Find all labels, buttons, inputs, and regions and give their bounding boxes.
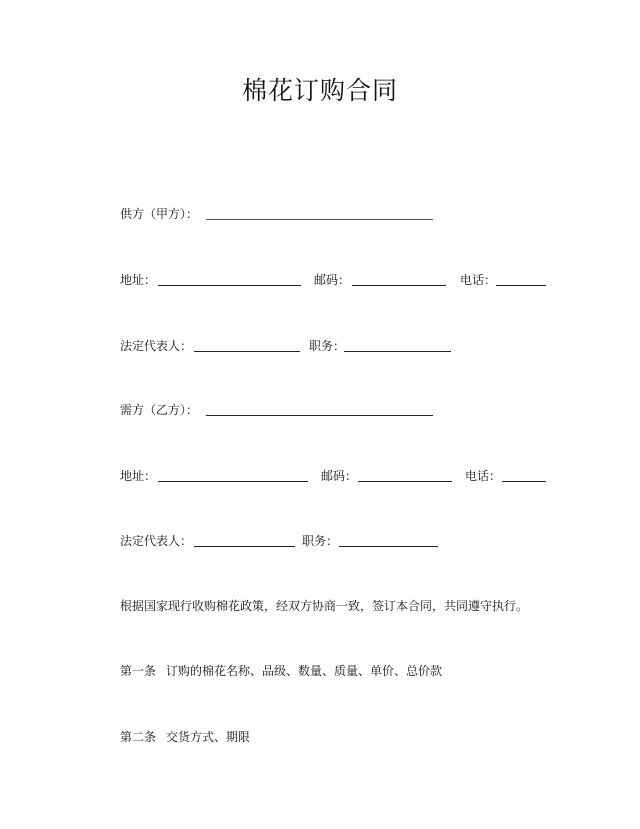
supplier-phone-blank[interactable] bbox=[496, 285, 546, 286]
buyer-position-label: 职务： bbox=[302, 534, 339, 548]
article-2 bbox=[120, 728, 250, 746]
supplier-party-blank[interactable] bbox=[206, 219, 433, 220]
document-title: 棉花订购合同 bbox=[241, 76, 398, 105]
article-1 bbox=[120, 662, 442, 680]
buyer-postcode-label: 邮码： bbox=[321, 469, 358, 483]
buyer-rep-blank[interactable] bbox=[194, 546, 295, 547]
buyer-position-blank[interactable] bbox=[339, 546, 438, 547]
buyer-address-blank[interactable] bbox=[158, 481, 308, 482]
supplier-address-label: 地址： bbox=[120, 273, 157, 287]
article-2-text: 交货方式、期限 bbox=[166, 730, 251, 744]
supplier-address-blank[interactable] bbox=[158, 285, 301, 286]
article-1-text: 订购的棉花名称、品级、数量、质量、单价、总价款 bbox=[166, 664, 443, 678]
buyer-rep-label: 法定代表人： bbox=[120, 534, 193, 548]
intro-paragraph: 根据国家现行收购棉花政策，经双方协商一致，签订本合同，共同遵守执行。 bbox=[120, 599, 529, 613]
buyer-address-label: 地址： bbox=[120, 469, 157, 483]
buyer-party-label: 需方（乙方）： bbox=[120, 403, 199, 417]
buyer-phone-blank[interactable] bbox=[502, 481, 546, 482]
buyer-postcode-blank[interactable] bbox=[358, 481, 452, 482]
supplier-rep-label: 法定代表人： bbox=[120, 339, 193, 353]
supplier-position-label: 职务： bbox=[309, 339, 346, 353]
supplier-position-blank[interactable] bbox=[344, 351, 451, 352]
article-2-number: 第二条 bbox=[120, 730, 157, 744]
supplier-postcode-label: 邮码： bbox=[314, 273, 351, 287]
supplier-party-label: 供方（甲方）： bbox=[120, 207, 199, 221]
article-1-number: 第一条 bbox=[120, 664, 157, 678]
supplier-rep-blank[interactable] bbox=[194, 351, 300, 352]
buyer-party-blank[interactable] bbox=[206, 415, 433, 416]
supplier-postcode-blank[interactable] bbox=[352, 285, 446, 286]
buyer-phone-label: 电话： bbox=[465, 469, 502, 483]
supplier-phone-label: 电话： bbox=[460, 273, 497, 287]
